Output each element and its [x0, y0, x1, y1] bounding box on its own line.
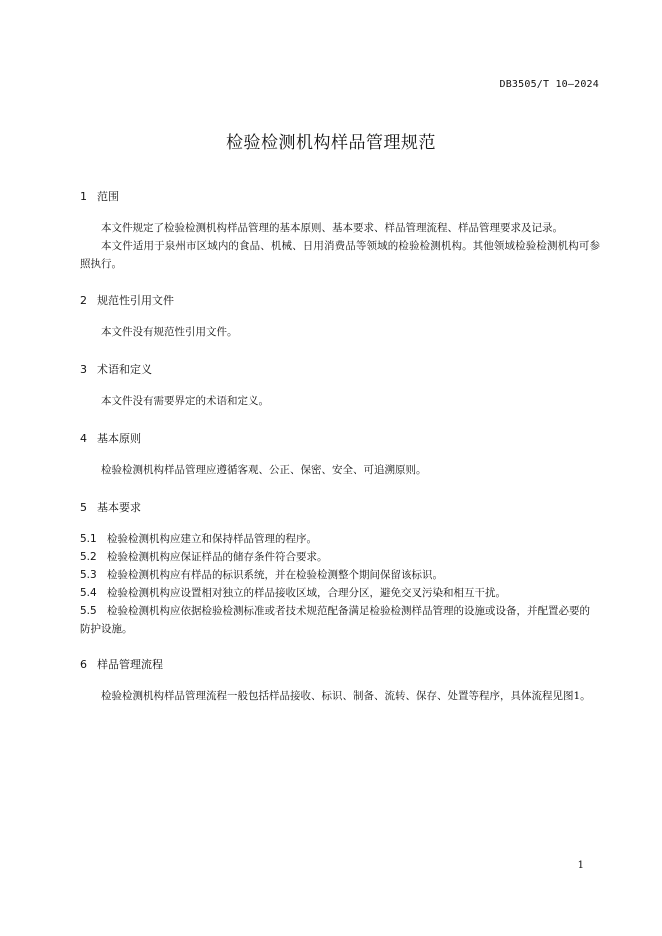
paragraph: 本文件适用于泉州市区域内的食品、机械、日用消费品等领域的检验检测机构。其他领域检验检测机构可参照执行。	[80, 240, 600, 270]
item-number: 5.2	[80, 551, 97, 563]
section-title: 基本要求	[97, 501, 141, 514]
section-number: 2	[80, 294, 87, 307]
section-title: 范围	[97, 190, 119, 203]
section-heading-normative-references	[80, 292, 174, 308]
item-text: 检验检测机构应设置相对独立的样品接收区域，合理分区，避免交叉污染和相互干扰。	[107, 587, 506, 599]
section-title: 规范性引用文件	[97, 294, 174, 307]
paragraph: 本文件规定了检验检测机构样品管理的基本原则、基本要求、样品管理流程、样品管理要求及记录。	[101, 222, 563, 234]
section-number: 4	[80, 432, 87, 445]
item-text: 检验检测机构应有样品的标识系统，并在检验检测整个期间保留该标识。	[107, 569, 443, 581]
section-heading-terms	[80, 361, 152, 377]
section-heading-process	[80, 656, 163, 672]
paragraph: 本文件没有规范性引用文件。	[101, 326, 238, 338]
document-title: 检验检测机构样品管理规范	[226, 133, 436, 153]
paragraph: 本文件没有需要界定的术语和定义。	[101, 395, 269, 407]
section-title: 样品管理流程	[97, 658, 163, 671]
section-number: 5	[80, 501, 87, 514]
item-number: 5.4	[80, 587, 97, 599]
section-heading-scope	[80, 188, 119, 204]
item-text: 检验检测机构应保证样品的储存条件符合要求。	[107, 551, 328, 563]
section-title: 术语和定义	[97, 363, 152, 376]
list-item	[80, 584, 600, 602]
list-item	[80, 530, 600, 548]
list-item	[80, 602, 600, 638]
item-number: 5.3	[80, 569, 97, 581]
section-heading-requirements	[80, 499, 141, 515]
paragraph: 检验检测机构样品管理应遵循客观、公正、保密、安全、可追溯原则。	[101, 464, 427, 476]
list-item	[80, 566, 600, 584]
item-number: 5.1	[80, 533, 97, 545]
page-number: 1	[577, 860, 584, 871]
section-heading-principles	[80, 430, 141, 446]
item-text: 检验检测机构应建立和保持样品管理的程序。	[107, 533, 317, 545]
item-text: 检验检测机构应依据检验检测标准或者技术规范配备满足检验检测样品管理的设施或设备，并配置必要的防护设施。	[80, 605, 590, 635]
section-title: 基本原则	[97, 432, 141, 445]
item-number: 5.5	[80, 605, 97, 617]
section-number: 1	[80, 190, 87, 203]
section-number: 6	[80, 658, 87, 671]
list-item	[80, 548, 600, 566]
paragraph: 检验检测机构样品管理流程一般包括样品接收、标识、制备、流转、保存、处置等程序，具体流程见图1。	[101, 690, 591, 702]
section-number: 3	[80, 363, 87, 376]
document-code: DB3505/T 10—2024	[499, 79, 599, 90]
